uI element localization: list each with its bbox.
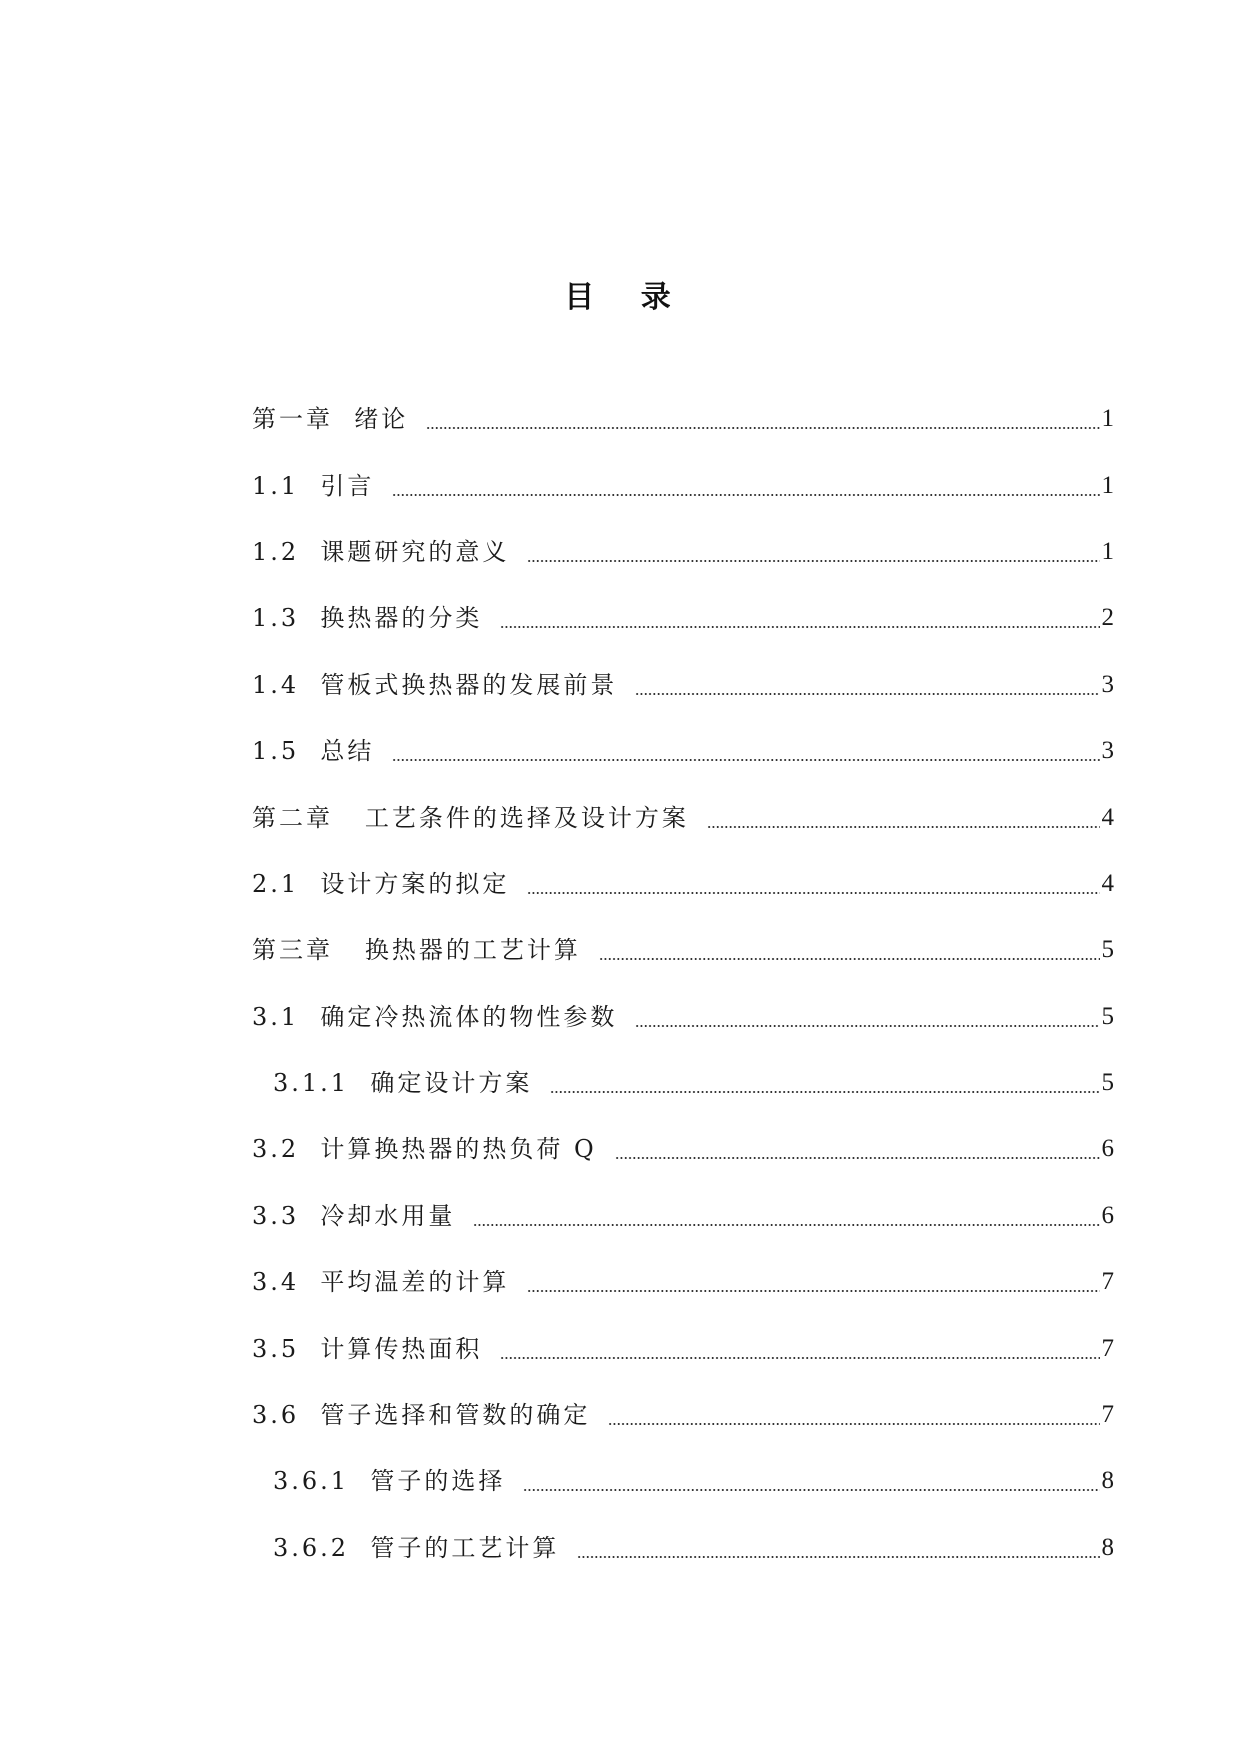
toc-entry[interactable]	[252, 1515, 1114, 1581]
toc-entry-title: 1.5 总结	[252, 737, 375, 766]
toc-entry-title: 1.3 换热器的分类	[252, 604, 483, 633]
toc-entry-title: 1.2 课题研究的意义	[252, 537, 510, 566]
toc-page-number: 8	[1101, 1467, 1114, 1495]
toc-dot-leader	[707, 826, 1100, 828]
toc-entry[interactable]	[252, 452, 1114, 518]
toc-page-number: 7	[1101, 1268, 1114, 1296]
toc-entry-title: 1.4 管板式换热器的发展前景	[252, 670, 618, 699]
toc-entry-title: 3.3 冷却水用量	[252, 1201, 456, 1230]
toc-entry-title: 3.6.1 管子的选择	[273, 1467, 506, 1496]
toc-entry[interactable]	[252, 718, 1114, 784]
toc-dot-leader	[635, 1025, 1099, 1027]
toc-dot-leader	[500, 626, 1099, 628]
toc-entry[interactable]	[252, 1183, 1114, 1249]
toc-dot-leader	[527, 1290, 1099, 1292]
toc-dot-leader	[527, 892, 1099, 894]
toc-dot-leader	[500, 1357, 1099, 1359]
toc-dot-leader	[426, 427, 1099, 429]
toc-dot-leader	[635, 693, 1099, 695]
toc-entry-title: 3.4 平均温差的计算	[252, 1268, 510, 1297]
toc-page-number: 8	[1101, 1533, 1114, 1561]
toc-dot-leader	[392, 759, 1099, 761]
toc-page-number: 6	[1101, 1135, 1114, 1163]
toc-page-number: 1	[1101, 471, 1114, 499]
toc-page-number: 2	[1101, 604, 1114, 632]
toc-entry[interactable]	[252, 519, 1114, 585]
toc-dot-leader	[608, 1423, 1099, 1425]
toc-entry[interactable]	[252, 784, 1114, 850]
toc-entry-title: 第二章 工艺条件的选择及设计方案	[252, 803, 689, 832]
toc-page-number: 3	[1101, 670, 1114, 698]
toc-entry-title: 1.1 引言	[252, 471, 375, 500]
toc-page-number: 1	[1101, 405, 1114, 433]
toc-dot-leader	[523, 1489, 1099, 1491]
toc-page-number: 7	[1101, 1334, 1114, 1362]
toc-page-number: 1	[1101, 537, 1114, 565]
toc-entry-title: 2.1 设计方案的拟定	[252, 869, 510, 898]
toc-page-number: 3	[1101, 737, 1114, 765]
toc-dot-leader	[392, 494, 1099, 496]
toc-page-number: 4	[1101, 803, 1114, 831]
toc-entry-title: 3.6 管子选择和管数的确定	[252, 1401, 591, 1430]
toc-entry-title: 第一章 绪论	[252, 405, 409, 434]
toc-entry[interactable]	[252, 1382, 1114, 1448]
toc-entry[interactable]	[252, 1448, 1114, 1514]
page-title: 目 录	[564, 280, 689, 316]
toc-entry-title: 3.6.2 管子的工艺计算	[273, 1533, 560, 1562]
toc-page-number: 7	[1101, 1401, 1114, 1429]
toc-page-number: 5	[1101, 936, 1114, 964]
toc-dot-leader	[550, 1091, 1099, 1093]
toc-page-number: 5	[1101, 1002, 1114, 1030]
toc-entry[interactable]	[252, 1116, 1114, 1182]
table-of-contents	[252, 386, 1114, 1581]
toc-dot-leader	[473, 1224, 1099, 1226]
toc-entry[interactable]	[252, 917, 1114, 983]
toc-entry[interactable]	[252, 1050, 1114, 1116]
toc-entry[interactable]	[252, 1249, 1114, 1315]
toc-entry[interactable]	[252, 585, 1114, 651]
toc-entry-title: 3.1 确定冷热流体的物性参数	[252, 1002, 618, 1031]
toc-entry-title: 3.1.1 确定设计方案	[273, 1069, 533, 1098]
toc-page-number: 4	[1101, 869, 1114, 897]
toc-entry[interactable]	[252, 984, 1114, 1050]
toc-entry-title: 3.5 计算传热面积	[252, 1334, 483, 1363]
toc-entry[interactable]	[252, 1315, 1114, 1381]
toc-dot-leader	[615, 1157, 1100, 1159]
toc-page-number: 6	[1101, 1201, 1114, 1229]
toc-entry-title: 第三章 换热器的工艺计算	[252, 936, 581, 965]
toc-dot-leader	[527, 560, 1099, 562]
toc-page-number: 5	[1101, 1069, 1114, 1097]
toc-dot-leader	[577, 1556, 1099, 1558]
toc-entry[interactable]	[252, 386, 1114, 452]
toc-dot-leader	[599, 958, 1100, 960]
toc-entry-title: 3.2 计算换热器的热负荷 Q	[252, 1135, 597, 1164]
toc-entry[interactable]	[252, 652, 1114, 718]
toc-entry[interactable]	[252, 851, 1114, 917]
